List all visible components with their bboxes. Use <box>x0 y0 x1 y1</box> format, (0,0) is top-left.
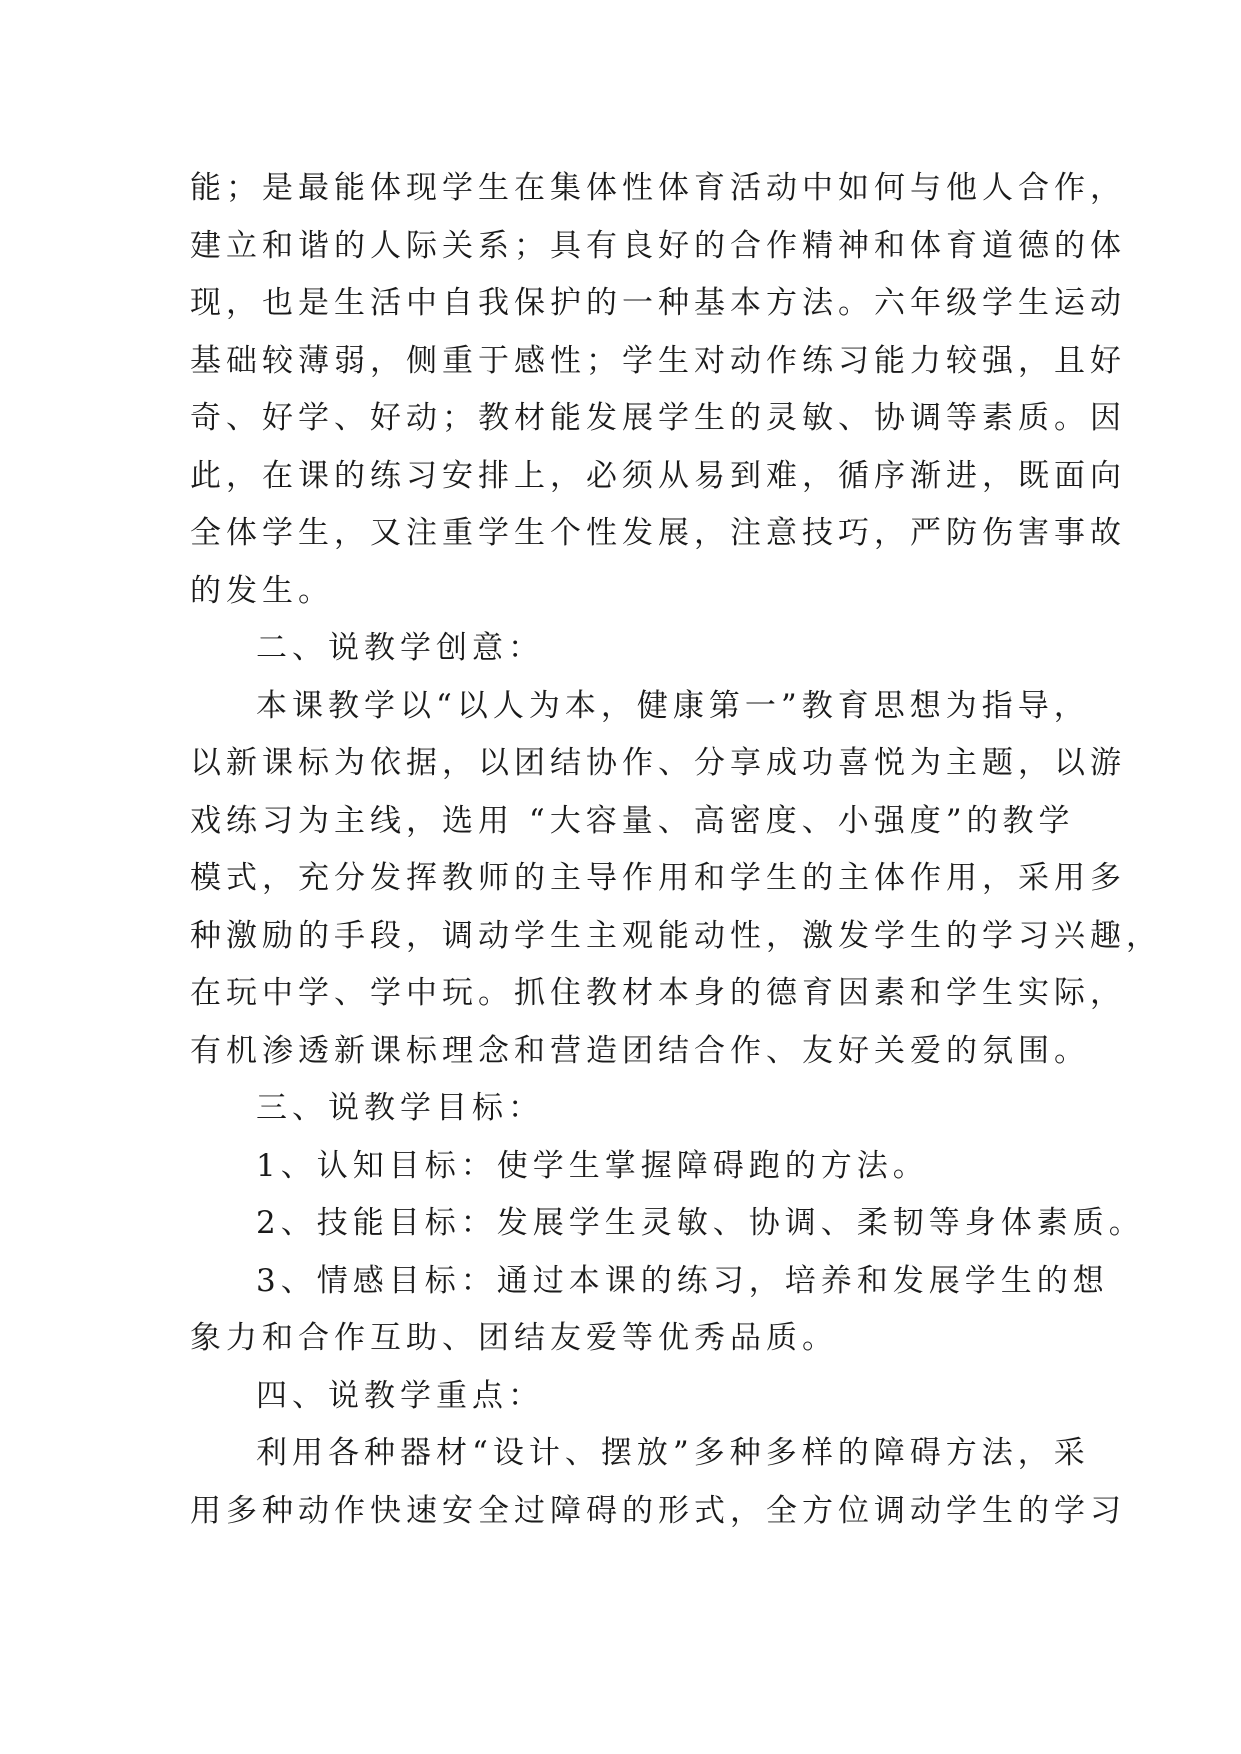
body-text <box>190 160 1162 1540</box>
text-line: 能；是最能体现学生在集体性体育活动中如何与他人合作， <box>190 170 1126 206</box>
text-line: 三、说教学目标： <box>256 1090 544 1126</box>
text-line: 此，在课的练习安排上，必须从易到难，循序渐进，既面向 <box>190 457 1126 494</box>
text-line: 用多种动作快速安全过障碍的形式，全方位调动学生的学习 <box>190 1492 1126 1529</box>
text-line: 利用各种器材“设计、摆放”多种多样的障碍方法，采 <box>256 1435 1090 1471</box>
text-line: 模式，充分发挥教师的主导作用和学生的主体作用，采用多 <box>190 860 1126 896</box>
text-line: 2、技能目标：发展学生灵敏、协调、柔韧等身体素质。 <box>256 1205 1145 1241</box>
text-line: 象力和合作互助、团结友爱等优秀品质。 <box>190 1320 838 1356</box>
text-line: 种激励的手段，调动学生主观能动性，激发学生的学习兴趣， <box>190 917 1162 954</box>
text-line: 二、说教学创意： <box>256 630 544 666</box>
text-line: 在玩中学、学中玩。抓住教材本身的德育因素和学生实际， <box>190 975 1126 1011</box>
text-line: 奇、好学、好动；教材能发展学生的灵敏、协调等素质。因 <box>190 400 1126 436</box>
text-line: 1、认知目标：使学生掌握障碍跑的方法。 <box>256 1147 929 1184</box>
text-line: 全体学生，又注重学生个性发展，注意技巧，严防伤害事故 <box>190 515 1126 551</box>
text-line: 本课教学以“以人为本，健康第一”教育思想为指导， <box>256 687 1090 724</box>
text-line: 四、说教学重点： <box>256 1377 544 1414</box>
text-line: 戏练习为主线，选用 “大容量、高密度、小强度”的教学 <box>190 802 1075 839</box>
text-line: 以新课标为依据，以团结协作、分享成功喜悦为主题，以游 <box>190 745 1126 781</box>
text-line: 现，也是生活中自我保护的一种基本方法。六年级学生运动 <box>190 285 1126 321</box>
text-line: 的发生。 <box>190 572 334 609</box>
text-line: 3、情感目标：通过本课的练习，培养和发展学生的想 <box>256 1262 1109 1299</box>
text-line: 建立和谐的人际关系；具有良好的合作精神和体育道德的体 <box>190 227 1126 264</box>
text-line: 基础较薄弱，侧重于感性；学生对动作练习能力较强，且好 <box>190 342 1126 379</box>
text-line: 有机渗透新课标理念和营造团结合作、友好关爱的氛围。 <box>190 1032 1090 1069</box>
